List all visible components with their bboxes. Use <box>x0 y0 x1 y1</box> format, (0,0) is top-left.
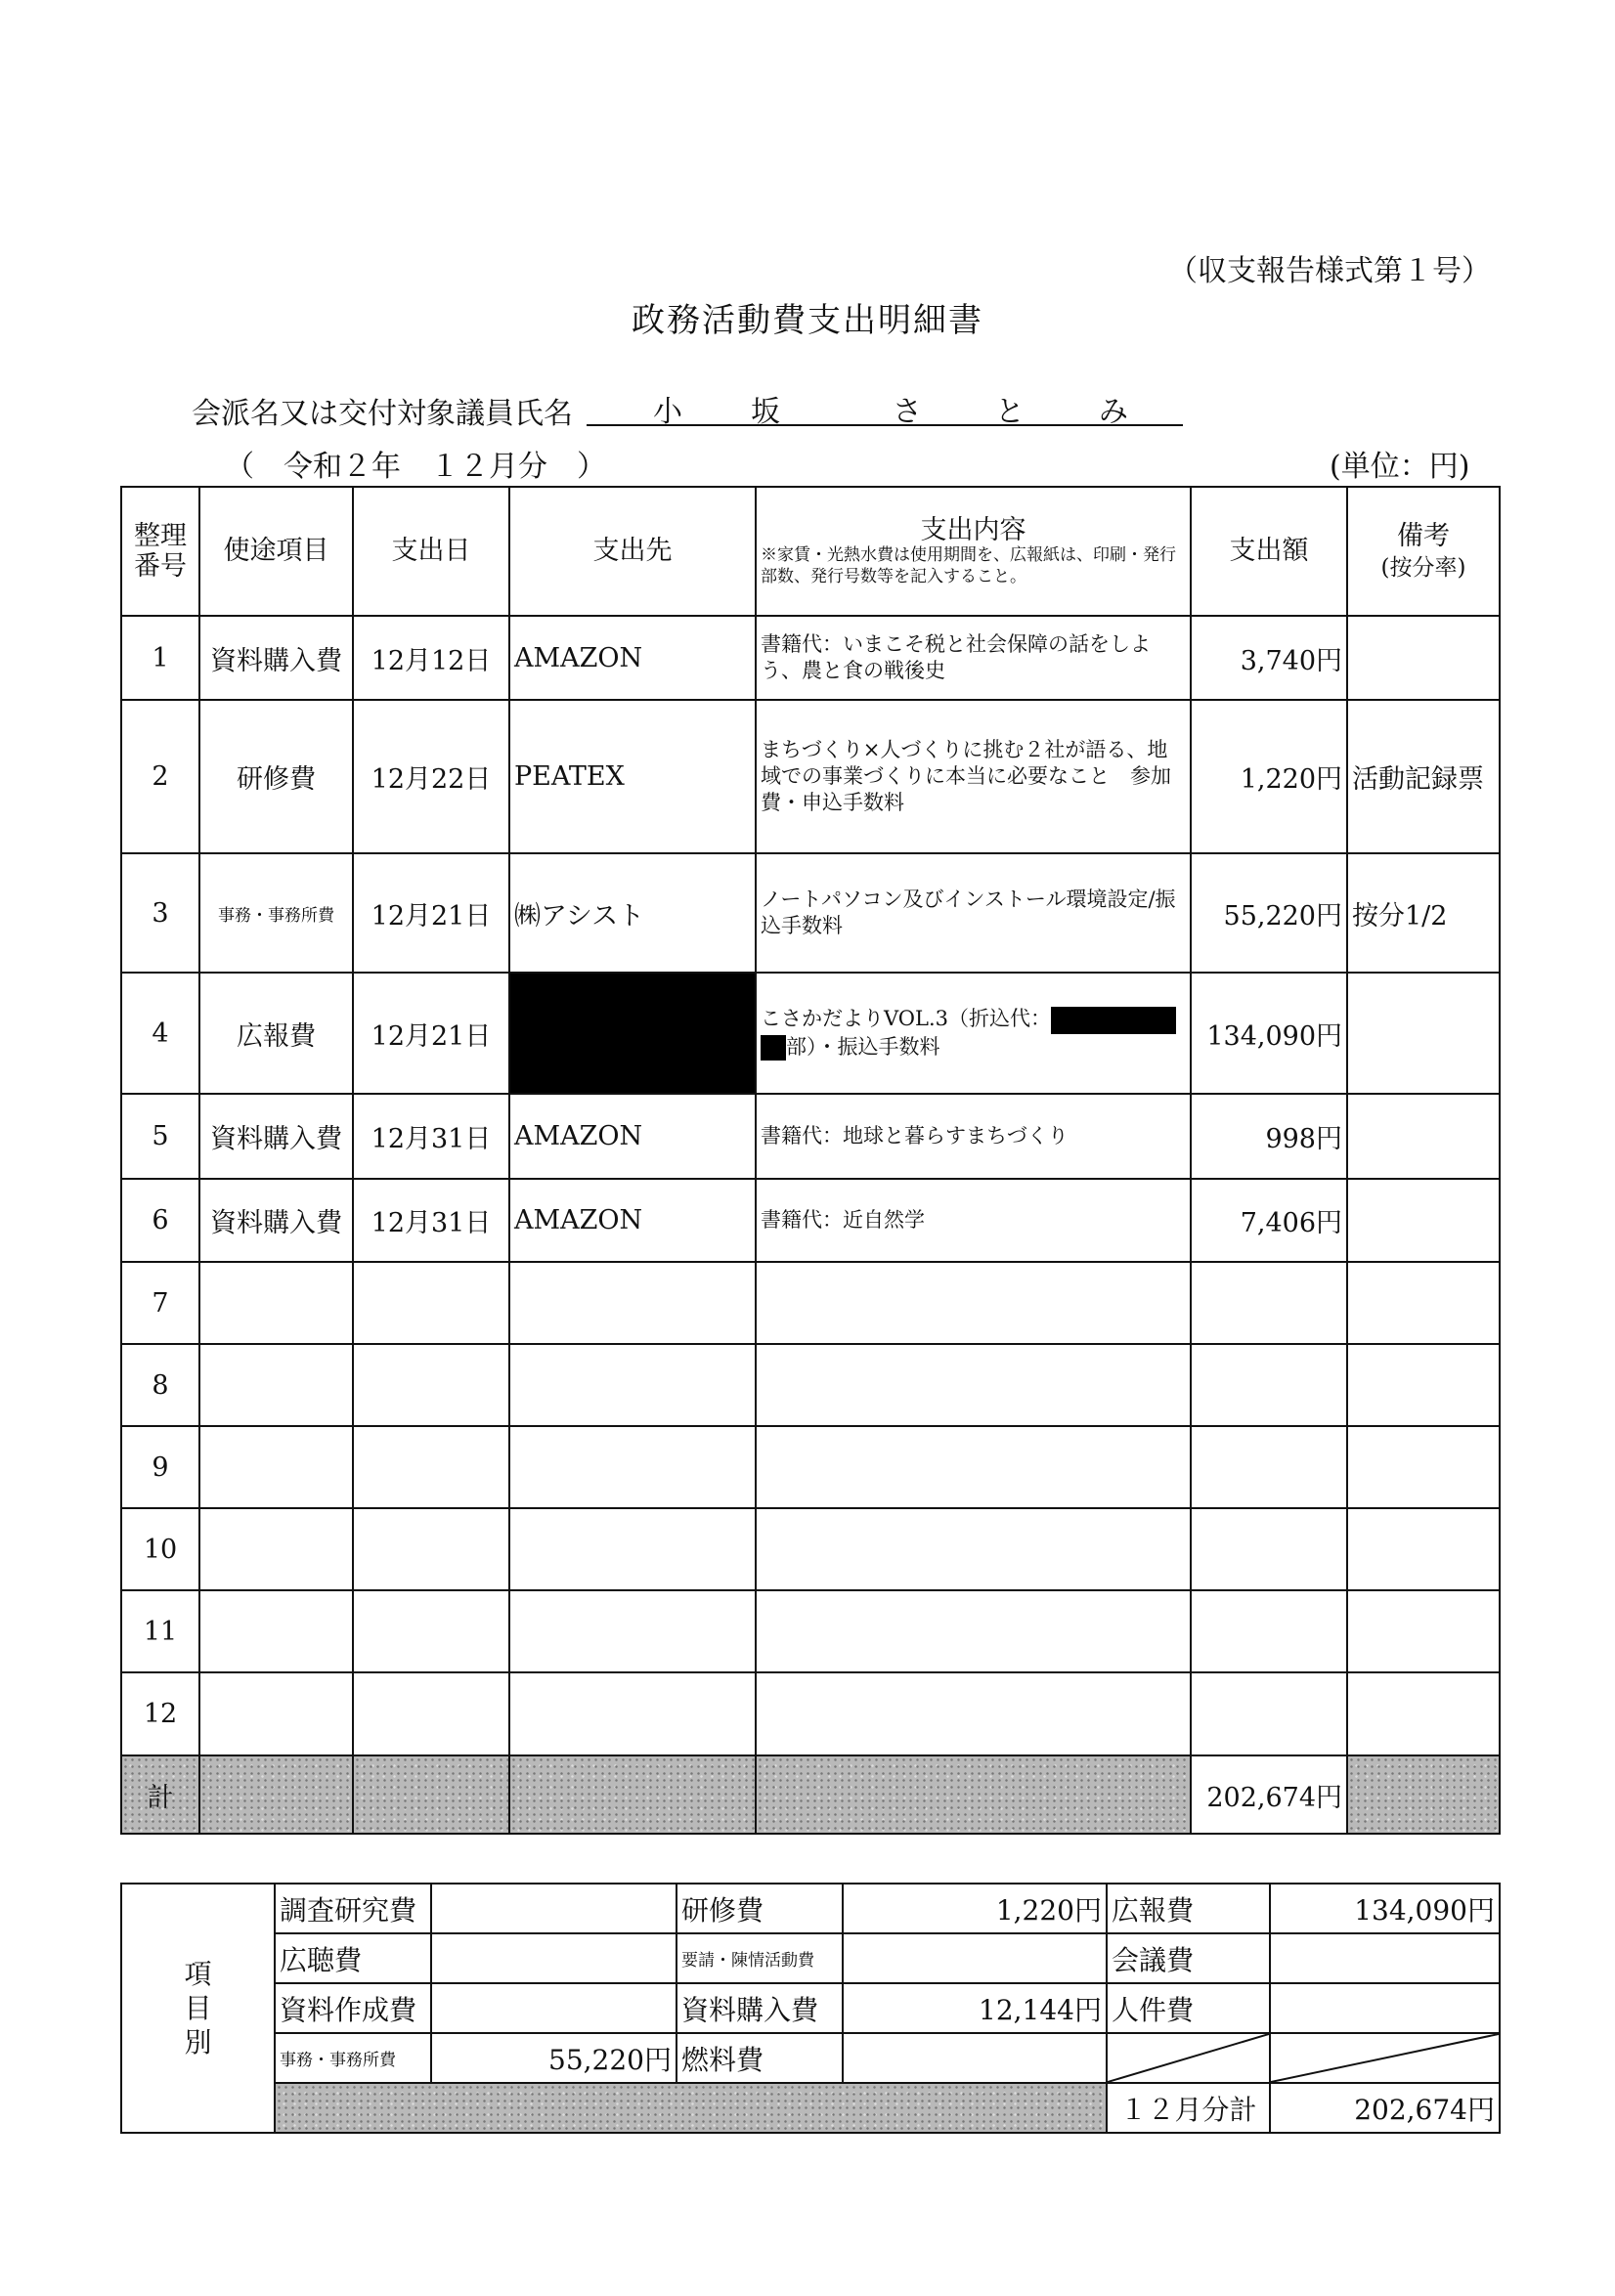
row-payee: ㈱アシスト <box>509 853 756 973</box>
redacted-payee <box>509 973 756 1094</box>
header-remarks-sub: (按分率) <box>1380 555 1466 581</box>
diagonal-empty-cell <box>1107 2033 1270 2083</box>
month-total-label: １２月分計 <box>1107 2083 1270 2133</box>
header-category: 使途項目 <box>199 487 353 616</box>
summary-cat-value: 1,220円 <box>843 1884 1107 1933</box>
side-label-char: 項 <box>184 1958 212 1990</box>
row-remarks: 按分1/2 <box>1347 853 1500 973</box>
table-row <box>121 1426 1500 1508</box>
summary-cat-value <box>431 1884 677 1933</box>
table-header-row <box>121 487 1500 616</box>
row-payee: PEATEX <box>509 700 756 853</box>
category-summary-table <box>120 1883 1501 2134</box>
row-no: 5 <box>121 1094 199 1179</box>
total-amount: 202,674円 <box>1191 1755 1347 1834</box>
summary-row <box>121 1983 1500 2033</box>
table-row <box>121 700 1500 853</box>
summary-row <box>121 2033 1500 2083</box>
row-content <box>756 973 1191 1094</box>
summary-row <box>121 1933 1500 1983</box>
row-content: まちづくり×人づくりに挑む２社が語る、地域での事業づくりに本当に必要なこと 参加費・申込手数料 <box>756 700 1191 853</box>
header-content-title: 支出内容 <box>920 515 1026 546</box>
summary-side-label <box>121 1884 275 2133</box>
row-no: 11 <box>121 1590 199 1672</box>
member-name-char: 小 <box>653 395 682 429</box>
summary-cat-value: 55,220円 <box>431 2033 677 2083</box>
row-remarks: 活動記録票 <box>1347 700 1500 853</box>
summary-cat-label: 広報費 <box>1107 1884 1270 1933</box>
row-content-part: こさかだよりVOL.3（折込代： <box>761 1007 1051 1030</box>
table-row <box>121 616 1500 700</box>
row-no: 8 <box>121 1344 199 1426</box>
row-category: 事務・事務所費 <box>199 853 353 973</box>
row-no: 3 <box>121 853 199 973</box>
header-content <box>756 487 1191 616</box>
row-category: 資料購入費 <box>199 1094 353 1179</box>
table-row <box>121 1262 1500 1344</box>
row-amount: 7,406円 <box>1191 1179 1347 1262</box>
member-name-char: み <box>1099 395 1128 429</box>
member-name-char: さ <box>893 395 922 429</box>
summary-cat-value <box>431 1933 677 1983</box>
faction-label: 会派名又は交付対象議員氏名 <box>192 397 573 431</box>
period-label: （ 令和２年 １２月分 ） <box>225 450 606 484</box>
row-amount: 134,090円 <box>1191 973 1347 1094</box>
row-date: 12月31日 <box>353 1179 509 1262</box>
total-row <box>121 1755 1500 1834</box>
summary-total-row <box>121 2083 1500 2133</box>
table-row <box>121 1094 1500 1179</box>
summary-cat-label: 人件費 <box>1107 1983 1270 2033</box>
row-content: ノートパソコン及びインストール環境設定/振込手数料 <box>756 853 1191 973</box>
row-category: 研修費 <box>199 700 353 853</box>
row-amount: 3,740円 <box>1191 616 1347 700</box>
row-content: 書籍代：近自然学 <box>756 1179 1191 1262</box>
summary-cat-value <box>843 2033 1107 2083</box>
summary-cat-label: 研修費 <box>677 1884 843 1933</box>
row-payee: AMAZON <box>509 1179 756 1262</box>
row-remarks <box>1347 616 1500 700</box>
row-no: 1 <box>121 616 199 700</box>
row-date: 12月22日 <box>353 700 509 853</box>
diagonal-empty-cell <box>1270 2033 1500 2083</box>
row-no: 12 <box>121 1672 199 1755</box>
summary-cat-value <box>843 1933 1107 1983</box>
row-no: 4 <box>121 973 199 1094</box>
summary-row <box>121 1884 1500 1933</box>
summary-cat-label: 要請・陳情活動費 <box>677 1933 843 1983</box>
row-category: 広報費 <box>199 973 353 1094</box>
form-number: （収支報告様式第１号） <box>1168 254 1491 288</box>
row-date: 12月21日 <box>353 853 509 973</box>
row-payee: AMAZON <box>509 1094 756 1179</box>
summary-cat-label: 事務・事務所費 <box>275 2033 431 2083</box>
summary-cat-label: 資料作成費 <box>275 1983 431 2033</box>
row-payee: AMAZON <box>509 616 756 700</box>
member-name-char: と <box>995 395 1025 429</box>
row-content-part: 部）・振込手数料 <box>786 1034 940 1059</box>
row-category: 資料購入費 <box>199 1179 353 1262</box>
summary-cat-label: 調査研究費 <box>275 1884 431 1933</box>
row-no: 7 <box>121 1262 199 1344</box>
row-content: 書籍代：いまこそ税と社会保障の話をしよう、農と食の戦後史 <box>756 616 1191 700</box>
shaded-blank-cell <box>275 2083 1107 2133</box>
table-row <box>121 1672 1500 1755</box>
header-remarks-title: 備考 <box>1397 520 1450 551</box>
side-label-char: 別 <box>184 2026 212 2058</box>
row-remarks <box>1347 1179 1500 1262</box>
summary-cat-label: 燃料費 <box>677 2033 843 2083</box>
side-label-char: 目 <box>184 1992 212 2024</box>
summary-cat-value <box>1270 1983 1500 2033</box>
header-amount: 支出額 <box>1191 487 1347 616</box>
expense-table <box>120 486 1501 1835</box>
table-row <box>121 1344 1500 1426</box>
table-row <box>121 1508 1500 1590</box>
table-row <box>121 1179 1500 1262</box>
row-no: 9 <box>121 1426 199 1508</box>
summary-cat-label: 会議費 <box>1107 1933 1270 1983</box>
row-amount: 1,220円 <box>1191 700 1347 853</box>
row-remarks <box>1347 1094 1500 1179</box>
header-payee: 支出先 <box>509 487 756 616</box>
row-date: 12月31日 <box>353 1094 509 1179</box>
summary-cat-label: 資料購入費 <box>677 1983 843 2033</box>
summary-cat-value: 134,090円 <box>1270 1884 1500 1933</box>
row-category: 資料購入費 <box>199 616 353 700</box>
redaction-block <box>761 1035 786 1061</box>
header-date: 支出日 <box>353 487 509 616</box>
table-row <box>121 973 1500 1094</box>
row-content: 書籍代：地球と暮らすまちづくり <box>756 1094 1191 1179</box>
summary-cat-value <box>1270 1933 1500 1983</box>
member-name-char: 坂 <box>751 395 780 429</box>
row-no: 6 <box>121 1179 199 1262</box>
row-no: 2 <box>121 700 199 853</box>
row-date: 12月21日 <box>353 973 509 1094</box>
row-no: 10 <box>121 1508 199 1590</box>
member-name-field <box>587 387 1183 429</box>
table-row <box>121 1590 1500 1672</box>
summary-cat-value <box>431 1983 677 2033</box>
row-remarks <box>1347 973 1500 1094</box>
row-amount: 55,220円 <box>1191 853 1347 973</box>
unit-label: (単位：円) <box>1330 450 1470 484</box>
document-title: 政務活動費支出明細書 <box>632 301 983 340</box>
header-no: 整理番号 <box>121 487 199 616</box>
month-total-value: 202,674円 <box>1270 2083 1500 2133</box>
redaction-block <box>1051 1007 1176 1034</box>
header-content-note: ※家賃・光熱水費は使用期間を、広報紙は、印刷・発行部数、発行号数等を記入すること。 <box>761 545 1176 586</box>
header-remarks <box>1347 487 1500 616</box>
summary-cat-value: 12,144円 <box>843 1983 1107 2033</box>
table-row <box>121 853 1500 973</box>
row-date: 12月12日 <box>353 616 509 700</box>
total-label: 計 <box>121 1755 199 1834</box>
row-amount: 998円 <box>1191 1094 1347 1179</box>
summary-cat-label: 広聴費 <box>275 1933 431 1983</box>
